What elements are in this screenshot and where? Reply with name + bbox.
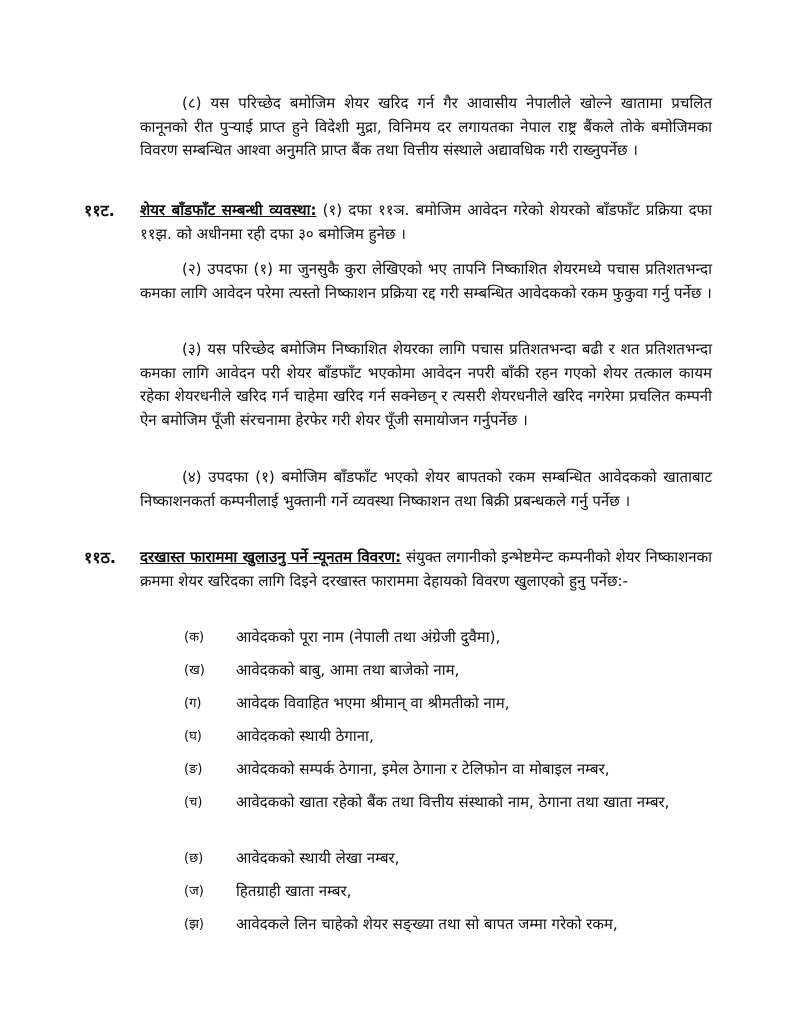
list-text: आवेदकको पूरा नाम (नेपाली तथा अंग्रेजी दुवैमा), [236,628,501,646]
section-11T-intro [140,199,712,246]
list-marker: (च) [184,795,203,810]
list-text: आवेदकको बाबु, आमा तथा बाजेको नाम, [236,661,460,679]
section-11T-sub-3: (३) यस परिच्छेद बमोजिम निष्काशित शेयरका लागि पचास प्रतिशतभन्दा बढी र शत प्रतिशतभन्दा कमका लागि आवेदन परी शेयर बाँडफाँट भएकोमा आवेदन नपरी बाँकी रहन गएको शेयर तत्काल कायम रहेका शेयरधनीले खरिद गर्न चाहेमा खरिद गर्न सक्नेछन् र त्यसरी शेयरधनीले खरिद नगरेमा प्रचलित कम्पनी ऐन बमोजिम पूँजी संरचनामा हेरफेर गरी शेयर पूँजी समायोजन गर्नुपर्नेछ । [140,340,712,429]
list-marker: (ज) [184,884,204,899]
section-11Th-title: दरखास्त फाराममा खुलाउनु पर्ने न्यूनतम विवरण: [140,548,402,566]
list-marker: (क) [184,630,205,645]
section-number-11T: ११ट. [84,201,115,220]
list-text: आवेदक विवाहित भएमा श्रीमान् वा श्रीमतीको नाम, [236,694,510,712]
list-text: आवेदकको स्थायी ठेगाना, [236,727,374,745]
section-11Th-body: संयुक्त लगानीको इन्भेष्टमेन्ट कम्पनीको शेयर निष्काशनका क्रममा शेयर खरिदका लागि दिइने दरखास्त फाराममा देहायको विवरण खुलाएको हुनु पर्नेछ:- [140,548,713,590]
section-11Th-intro [140,546,712,593]
list-marker: (ख) [184,663,205,678]
paragraph-8: (८) यस परिच्छेद बमोजिम शेयर खरिद गर्न गैर आवासीय नेपालीले खोल्ने खातामा प्रचलित कानूनको रीत पुऱ्याई प्राप्त हुने विदेशी मुद्रा, विनिमय दर लगायतका नेपाल राष्ट्र बैंकले तोके बमोजिमका विवरण सम्बन्धित आश्वा अनुमति प्राप्त बैंक तथा वित्तीय संस्थाले अद्यावधिक गरी राख्नुपर्नेछ । [140,94,712,159]
list-text: आवेदकको खाता रहेको बैंक तथा वित्तीय संस्थाको नाम, ठेगाना तथा खाता नम्बर, [236,793,670,811]
list-marker: (ग) [184,696,202,711]
list-text: आवेदकको सम्पर्क ठेगाना, इमेल ठेगाना र टेलिफोन वा मोबाइल नम्बर, [236,760,610,778]
section-11T-title: शेयर बाँडफाँट सम्बन्धी व्यवस्था: [140,201,317,219]
list-marker: (घ) [184,729,202,744]
section-11T-sub-2: (२) उपदफा (१) मा जुनसुकै कुरा लेखिएको भए तापनि निष्काशित शेयरमध्ये पचास प्रतिशतभन्दा कमका लागि आवेदन परेमा त्यस्तो निष्काशन प्रक्रिया रद्द गरी सम्बन्धित आवेदकको रकम फुकुवा गर्नु पर्नेछ । [140,260,712,302]
list-marker: (ङ) [184,762,203,777]
section-11T-body: (१) दफा ११ञ. बमोजिम आवेदन गरेको शेयरको बाँडफाँट प्रक्रिया दफा ११झ. को अधीनमा रही दफा ३० बमोजिम हुनेछ । [140,201,712,243]
list-marker: (झ) [184,917,204,932]
section-11T-sub-4: (४) उपदफा (१) बमोजिम बाँडफाँट भएको शेयर बापतको रकम सम्बन्धित आवेदकको खाताबाट निष्काशनकर्ता कम्पनीलाई भुक्तानी गर्ने व्यवस्था निष्काशन तथा बिक्री प्रबन्धकले गर्नु पर्नेछ । [140,468,712,510]
list-text: आवेदकले लिन चाहेको शेयर सङ्ख्या तथा सो बापत जम्मा गरेको रकम, [236,915,618,933]
list-marker: (छ) [184,851,204,866]
section-number-11Th: ११ठ. [84,548,117,567]
list-text: हितग्राही खाता नम्बर, [236,882,352,900]
list-text: आवेदकको स्थायी लेखा नम्बर, [236,849,400,867]
